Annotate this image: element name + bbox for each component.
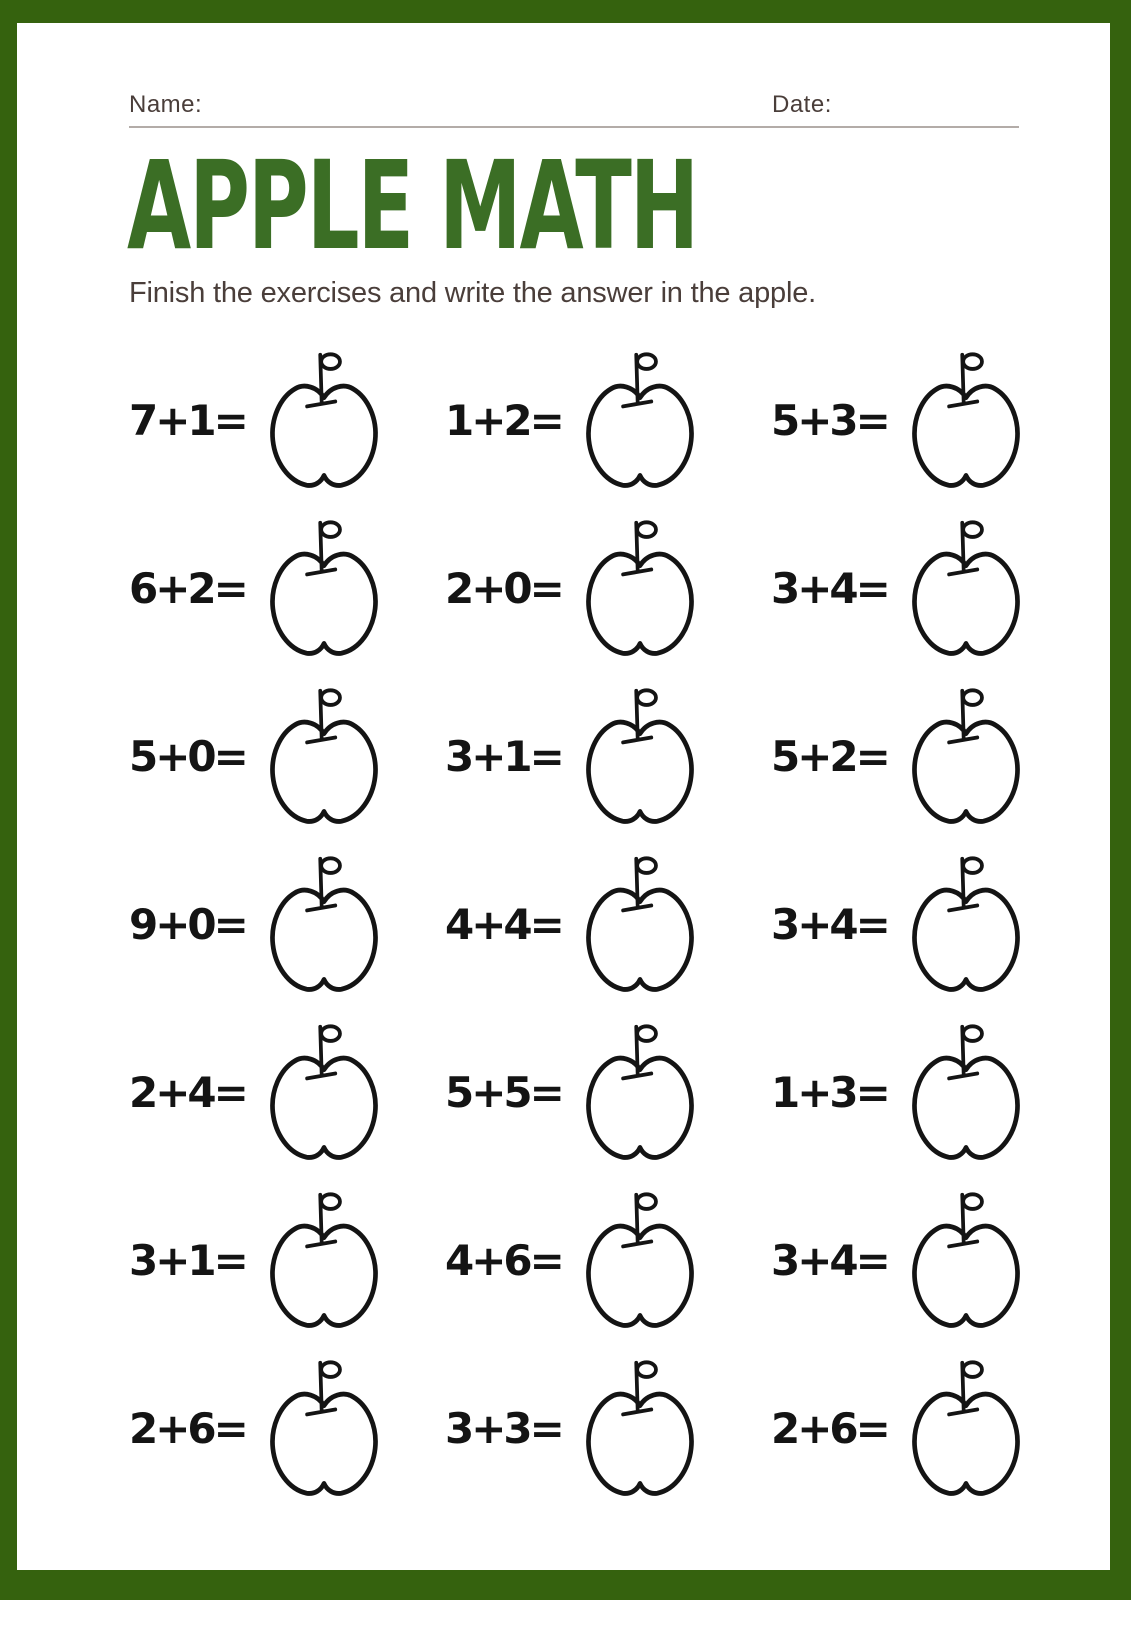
problem-cell [771,672,1110,840]
instructions-text: Finish the exercises and write the answer in the apple. [129,277,816,310]
apple-outline-icon [905,1019,1027,1165]
apple-outline-icon [579,851,701,997]
problem-text: 3+3= [445,1403,562,1453]
problem-cell [771,1008,1110,1176]
problem-text: 2+6= [771,1403,888,1453]
problem-cell [771,336,1110,504]
apple-outline-icon [905,515,1027,661]
problem-text: 3+4= [771,1235,888,1285]
apple-outline-icon [579,515,701,661]
problem-cell [445,504,771,672]
problem-cell [129,1008,445,1176]
problem-text: 9+0= [129,899,246,949]
problem-cell [129,1344,445,1512]
problem-text: 5+3= [771,395,888,445]
apple-outline-icon [263,515,385,661]
problem-text: 2+6= [129,1403,246,1453]
apple-outline-icon [905,347,1027,493]
apple-outline-icon [263,347,385,493]
apple-outline-icon [579,1355,701,1501]
problem-text: 1+3= [771,1067,888,1117]
problem-text: 3+4= [771,563,888,613]
apple-outline-icon [263,851,385,997]
problem-text: 5+0= [129,731,246,781]
name-label: Name: [129,91,203,118]
apple-outline-icon [905,1187,1027,1333]
problem-text: 2+4= [129,1067,246,1117]
problem-cell [129,504,445,672]
apple-outline-icon [263,683,385,829]
apple-outline-icon [263,1355,385,1501]
apple-outline-icon [579,1019,701,1165]
problem-cell [129,840,445,1008]
problems-grid [129,336,1110,1512]
date-label: Date: [772,91,832,118]
problem-cell [129,336,445,504]
problem-text: 6+2= [129,563,246,613]
apple-outline-icon [579,1187,701,1333]
name-date-header [129,91,1019,128]
apple-outline-icon [263,1187,385,1333]
problem-cell [445,336,771,504]
page-title: APPLE MATH [127,135,698,277]
problem-cell [445,1176,771,1344]
problem-text: 3+1= [445,731,562,781]
problem-cell [129,672,445,840]
problem-cell [445,1008,771,1176]
problem-cell [771,504,1110,672]
problem-text: 5+5= [445,1067,562,1117]
problem-text: 4+6= [445,1235,562,1285]
problem-cell [445,672,771,840]
apple-outline-icon [579,347,701,493]
problem-text: 3+1= [129,1235,246,1285]
problem-cell [445,840,771,1008]
problem-text: 1+2= [445,395,562,445]
problem-cell [445,1344,771,1512]
problem-cell [771,1344,1110,1512]
problem-text: 5+2= [771,731,888,781]
apple-outline-icon [905,1355,1027,1501]
problem-text: 7+1= [129,395,246,445]
problem-cell [771,840,1110,1008]
problem-cell [129,1176,445,1344]
problem-text: 3+4= [771,899,888,949]
apple-outline-icon [263,1019,385,1165]
problem-cell [771,1176,1110,1344]
apple-outline-icon [579,683,701,829]
problem-text: 2+0= [445,563,562,613]
apple-outline-icon [905,683,1027,829]
problem-text: 4+4= [445,899,562,949]
apple-outline-icon [905,851,1027,997]
page-content [17,91,1110,1638]
